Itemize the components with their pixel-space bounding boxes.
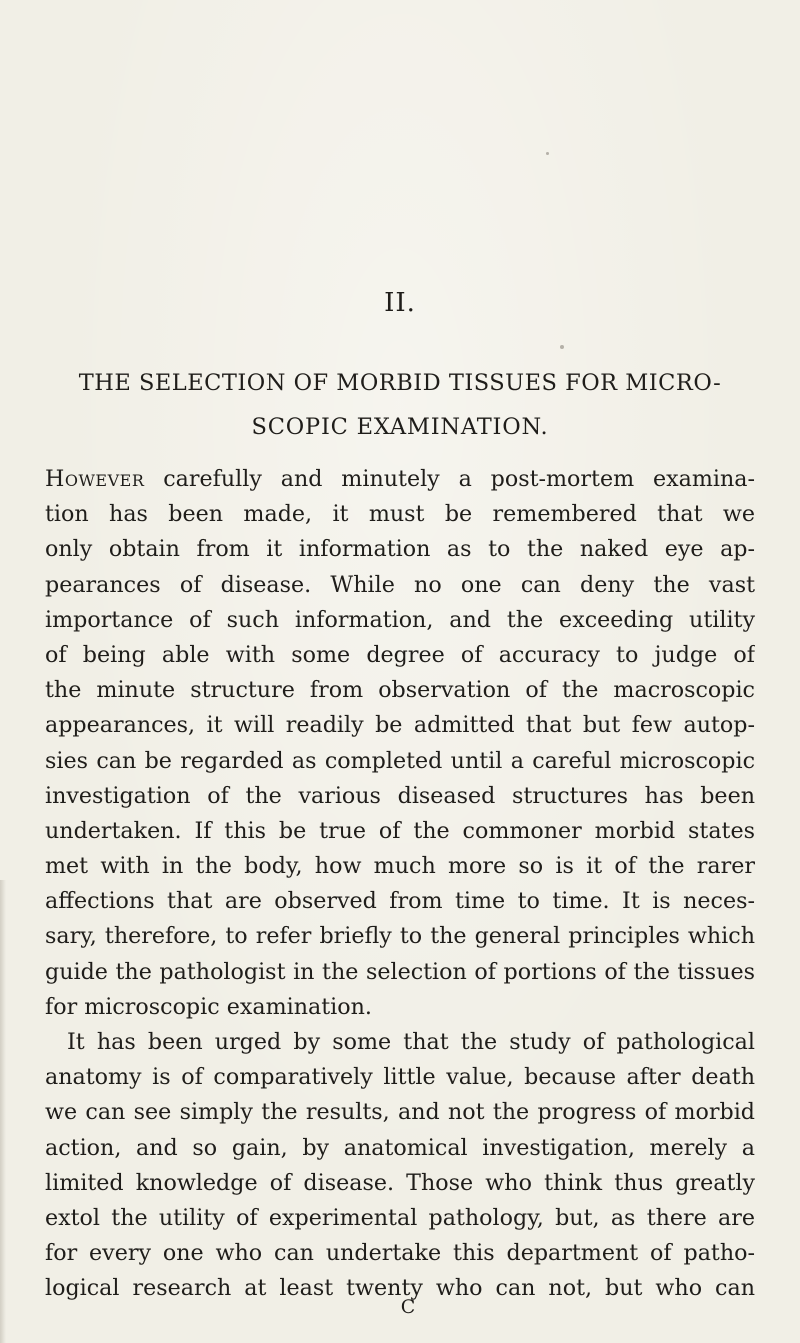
text-line: for microscopic examination. [45,993,372,1020]
text-line: affections that are observed from time to time. It is neces- [45,888,755,915]
text-line: met with in the body, how much more so is it of the rarer [45,853,755,880]
paper-speck [546,152,549,155]
chapter-title-line-2: SCOPIC EXAMINATION. [251,414,549,440]
text-line: appearances, it will readily be admitted that but few autop- [45,712,755,739]
body-text [45,462,755,1307]
text-line: However carefully and minutely a post-mortem examina- [45,466,755,492]
lead-word: However [45,466,145,492]
text-line: undertaken. If this be true of the commoner morbid states [45,817,755,844]
text-line: the minute structure from observation of the macroscopic [45,677,755,704]
text-line: tion has been made, it must be remembered that we [45,501,755,528]
signature-mark: C [400,1296,416,1318]
paper-speck [560,345,564,349]
text-line: we can see simply the results, and not the progress of morbid [45,1099,755,1126]
text-line: importance of such information, and the exceeding utility [45,606,755,633]
text-line: guide the pathologist in the selection of portions of the tissues [45,958,755,985]
text-line: investigation of the various diseased structures has been [45,782,755,809]
text-line: for every one who can undertake this department of patho- [45,1240,755,1267]
text-line: logical research at least twenty who can not, but who can [45,1275,755,1302]
text-line: anatomy is of comparatively little value, because after death [45,1064,755,1091]
chapter-number: II. [384,288,416,318]
page-edge-shadow [0,880,6,1343]
text-line: action, and so gain, by anatomical investigation, merely a [45,1134,755,1161]
text-line: only obtain from it information as to the naked eye ap- [45,536,755,563]
text-line: sary, therefore, to refer briefly to the general principles which [45,923,755,950]
text-line: limited knowledge of disease. Those who think thus greatly [45,1169,755,1196]
chapter-title-line-1: THE SELECTION OF MORBID TISSUES FOR MICRO- [78,370,722,396]
text-line: of being able with some degree of accuracy to judge of [45,641,755,668]
text-line: pearances of disease. While no one can deny the vast [45,571,755,598]
text-line: extol the utility of experimental pathology, but, as there are [45,1204,755,1231]
text-line: sies can be regarded as completed until a careful microscopic [45,747,755,774]
text-line: It has been urged by some that the study of pathological [67,1029,755,1055]
